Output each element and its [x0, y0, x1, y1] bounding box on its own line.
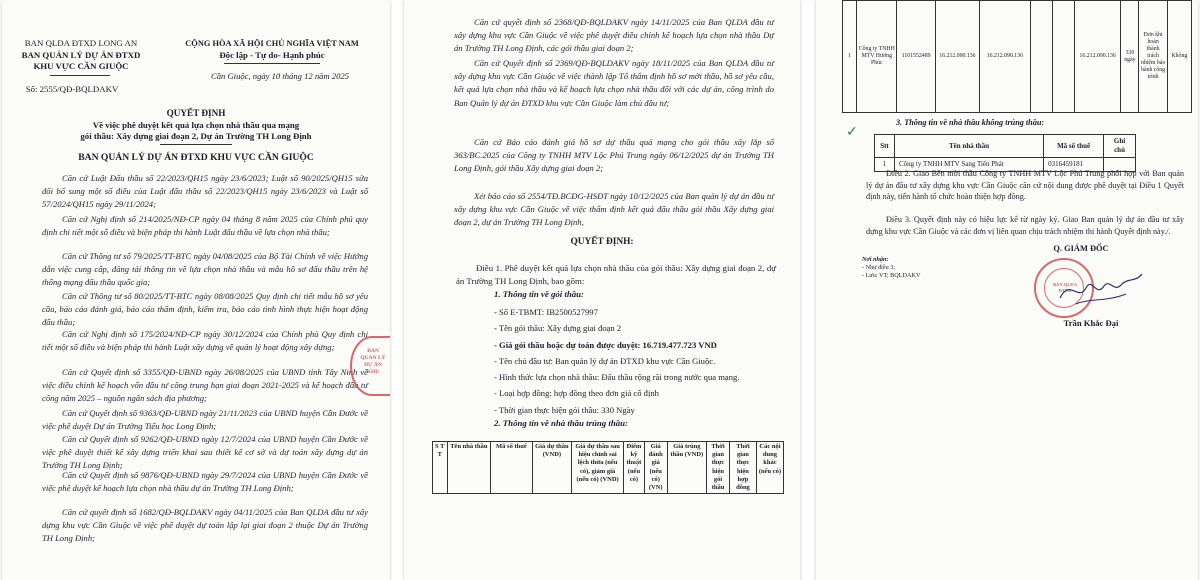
package-info-list: [494, 304, 794, 418]
info-selection-method: - Hình thức lựa chọn nhà thầu: Đấu thầu rộng rãi trong nước qua mạng.: [494, 372, 740, 383]
org-line-1: BAN QLDA ĐTXD LONG AN: [24, 38, 138, 48]
org-line-2: BAN QUẢN LÝ DỰ ÁN ĐTXD: [21, 49, 141, 60]
col-other: Các nội dung khác (nếu có): [756, 442, 783, 494]
signer-name: Trần Khắc Đại: [1063, 318, 1119, 328]
article-2: Điều 2. Giao Bên mời thầu Công ty TNHH MTV Lộc Phú Trung phối hợp với Ban quản lý dự án đầu tư xây dựng khu vực Cần Giuộc căn cứ nội dung được phê duyệt tại Điều 1 Quyết định này, tiến hành tổ chức hoàn thiện hợp đồng.: [866, 169, 1184, 201]
legal-basis-11: Căn cứ quyết định số 2368/QĐ-BQLDAKV ngày 14/11/2025 của Ban QLDA đầu tư xây dựng khu vực Cần Giuộc về việc phê duyệt điều chỉnh kế hoạch lựa chọn nhà thầu Dự án Trường TH Long Định, các gói thầu giai đoạn 2;: [454, 17, 774, 54]
legal-basis-5: Căn cứ Nghị định số 175/2024/NĐ-CP ngày 30/12/2024 của Chính phủ Quy định chi tiết một số điều và biện pháp thi hành Luật xây dựng về quản lý hoạt động xây dựng;: [42, 329, 368, 353]
legal-basis-12: Căn cứ Quyết định số 2369/QĐ-BQLDAKV ngày 18/11/2025 của Ban QLDA đầu tư xây dựng khu vực Cần Giuộc về việc thành lập Tổ thẩm định hồ sơ mời thầu, hồ sơ yêu cầu, kết quả lựa chọn nhà thầu và kế hoạch lựa chọn nhà thầu đối với các dự án, công trình do Ban Quản lý dự án ĐTXD khu vực Cần Giuộc làm chủ đầu tư;: [454, 58, 774, 108]
t3-cell-tax: 0316459181: [1044, 158, 1104, 172]
edge-seal-stamp: BAN QUẢN LÝ DỰ ÁN KHU: [350, 336, 390, 396]
info-duration: - Thời gian thực hiện gói thầu: 330 Ngày: [494, 404, 635, 415]
decision-heading: QUYẾT ĐỊNH:: [570, 237, 634, 247]
winning-bidder-table-row: [842, 0, 1192, 113]
legal-basis-7: Căn cứ Quyết định số 9363/QĐ-UBND ngày 21/11/2023 của UBND huyện Cần Đước về việc phê duyệt Dự án Trường Tiểu học Long Định;: [42, 408, 368, 432]
info-etbmt: - Số E-TBMT: IB2500527997: [494, 307, 598, 317]
col-stt: S T T: [433, 442, 448, 494]
document-page-3: [816, 0, 1198, 580]
t3-cell-stt: 1: [875, 158, 895, 172]
info-contract-type: - Loại hợp đồng: hợp đồng theo đơn giá cố định: [494, 388, 659, 399]
winning-bidder-table-header: [432, 441, 784, 494]
cell-tax-code: 1101552489: [897, 1, 935, 113]
table-row: [843, 1, 1192, 113]
cell-bidder-name: Công ty TNHH MTV Hương Phúc: [857, 1, 897, 113]
national-header: [154, 38, 390, 61]
col-package-time: Thời gian thực hiện gói thầu: [707, 442, 730, 494]
org-line-3: KHU VỰC CẦN GIUỘC: [33, 61, 129, 71]
article-3: Điều 3. Quyết định này có hiệu lực kể từ ngày ký. Giao Ban quản lý dự án đầu tư xây dựng khu vực Cần Giuộc và các đơn vị liên quan chịu trách nhiệm thi hành Quyết định này./.: [866, 215, 1184, 236]
article-1: [456, 262, 776, 288]
cell-bid-price: 16.212.090.136: [935, 1, 979, 113]
col-eval-price: Giá đánh giá (nếu có) (VN): [644, 442, 667, 494]
legal-basis-9: Căn cứ Quyết định số 9876/QĐ-UBND ngày 29/7/2024 của UBND huyện Cần Đước về việc phê duyệt kế hoạch lựa chọn nhà thầu dự án Trường TH Long Định;: [42, 470, 368, 494]
subject-underline: [160, 144, 232, 145]
t3-col-note: Ghi chú: [1104, 135, 1136, 158]
info-package-price: - Giá gói thầu hoặc dự toán được duyệt: 16.719.477.723 VND: [494, 339, 717, 350]
cell-other: Không: [1167, 1, 1191, 113]
legal-basis-1: Căn cứ Luật Đấu thầu số 22/2023/QH15 ngày 23/6/2023; Luật số 90/2025/QH15 sửa đổi bổ sung một số điều của Luật đấu thầu số 22/2023/QH15 ngày 23/6/2023 và Luật số 57/2024/QH15 ngày 29/11/2024;: [42, 173, 368, 210]
cell-stt: 1: [843, 1, 857, 113]
t3-col-tax: Mã số thuế: [1044, 135, 1104, 158]
checkmark-icon: ✓: [846, 125, 858, 140]
issuing-authority: BAN QUẢN LÝ DỰ ÁN ĐTXD KHU VỰC CẦN GIUỘC: [78, 152, 314, 163]
recipient-1: - Như điều 3;: [862, 264, 896, 271]
t3-cell-name: Công ty TNHH MTV Sang Tiến Phát: [894, 158, 1043, 172]
subject-line-1: Về việc phê duyệt kết quả lựa chọn nhà thầu qua mạng: [92, 120, 300, 130]
cell-adjusted-price: 16.212.090.136: [980, 1, 1030, 113]
document-page-2: [404, 0, 800, 580]
article-1-text: Điều 1. Phê duyệt kết quả lựa chọn nhà thầu của gói thầu: Xây dựng giai đoạn 2, dự án Trường TH Long Định, bao gồm:: [456, 263, 776, 287]
info-investor: - Tên chủ đầu tư: Ban quản lý dự án ĐTXD khu vực Cần Giuộc.: [494, 355, 716, 366]
losing-bidder-table: [874, 134, 1136, 172]
section-1-title: 1. Thông tin về gói thầu:: [494, 289, 584, 299]
col-bidder-name: Tên nhà thầu: [447, 442, 491, 494]
cell-tech-score: [1030, 1, 1052, 113]
legal-basis-8: Căn cứ Quyết định số 9262/QĐ-UBND ngày 12/7/2024 của UBND huyện Cần Đước về việc phê duyệt thiết kế xây dựng triển khai sau thiết kế cơ sở và dự toán xây dựng dự án Trường TH Long Định;: [42, 434, 368, 471]
col-winning-price: Giá trúng thầu (VND): [667, 442, 706, 494]
section-2-title: 2. Thông tin về nhà thầu trúng thầu:: [494, 418, 628, 428]
t3-col-name: Tên nhà thầu: [894, 135, 1043, 158]
legal-basis-6: Căn cứ Quyết định số 3355/QĐ-UBND ngày 26/08/2025 của UBND tỉnh Tây Ninh về việc điều chỉnh kế hoạch vốn đầu tư công trung hạn giai đoạn 2021-2025 và kế hoạch đầu tư công năm 2025 – nguồn ngân sách địa phương;: [42, 367, 368, 404]
nation-underline: [224, 63, 320, 64]
recipients-label: Nơi nhận:: [862, 256, 889, 263]
legal-basis-4: Căn cứ Thông tư số 80/2025/TT-BTC ngày 08/08/2025 Quy định chi tiết mẫu hồ sơ yêu cầu, báo cáo đánh giá, báo cáo thẩm định, kiểm tra, báo cáo tình hình thực hiện hoạt động đấu thầu;: [42, 291, 368, 328]
nation-line-2: Độc lập - Tự do- Hạnh phúc: [219, 49, 325, 60]
document-page-1: [2, 0, 390, 580]
cell-winning-price: 16.212.090.136: [1074, 1, 1120, 113]
issuing-organization: [6, 38, 156, 73]
table-header-row: [875, 135, 1136, 158]
col-tech-score: Điểm kỹ thuật (nếu có): [624, 442, 645, 494]
subject-line-2: gói thầu: Xây dựng giai đoạn 2, Dự án Trường TH Long Định: [80, 131, 312, 141]
place-date: Cần Giuộc, ngày 10 tháng 12 năm 2025: [211, 71, 349, 81]
legal-basis-13: Căn cứ Báo cáo đánh giá hồ sơ dự thầu quả mạng cho gói thầu xây lắp số 363/BC.2025 của Công ty TNHH MTV Lộc Phú Trung ngày 06/12/2025 dự án Trường TH Long Định, gói thầu Xây dựng giai đoạn 2;: [454, 137, 774, 174]
org-underline: [50, 75, 110, 76]
legal-basis-10: Căn cứ quyết định số 1682/QĐ-BQLDAKV ngày 04/11/2025 của Ban QLDA đầu tư xây dựng khu vực Cần Giuộc về việc phê duyệt dự toán lập lại giai đoạn 2 thuộc Dự án Trường TH Long Định;: [42, 507, 368, 544]
t3-col-stt: Stt: [875, 135, 895, 158]
cell-eval-price: [1052, 1, 1074, 113]
document-title: QUYẾT ĐỊNH: [166, 108, 226, 118]
col-contract-time: Thời gian thực hiện hợp đồng: [729, 442, 756, 494]
official-seal-stamp: BAN QLDA ĐTXD: [1034, 258, 1094, 318]
recipients: [862, 256, 982, 280]
nation-line-1: CỘNG HÒA XÃ HỘI CHỦ NGHĨA VIỆT NAM: [185, 39, 359, 48]
cell-contract-time: Đơn khi hoàn thành trách nhiệm bảo hành công trình: [1139, 1, 1167, 113]
document-subject: [2, 120, 390, 142]
info-package-name: - Tên gói thầu: Xây dựng giai đoạn 2: [494, 323, 622, 334]
legal-basis-2: Căn cứ Nghị định số 214/2025/NĐ-CP ngày 04 tháng 8 năm 2025 của Chính phủ quy định chi tiết một số điều và biện pháp thi hành Luật đấu thầu về lựa chọn nhà thầu;: [42, 214, 368, 238]
cell-package-time: 330 ngày: [1121, 1, 1139, 113]
col-bid-price: Giá dự thầu (VND): [532, 442, 571, 494]
recipient-2: - Lưu: VT; BQLDAKV: [862, 272, 921, 279]
col-adjusted-price: Giá dự thầu sau hiệu chỉnh sai lệch thừa (nếu có), giảm giá (nếu có) (VND): [572, 442, 624, 494]
document-number: Số: 2555/QĐ-BQLDAKV: [25, 84, 119, 94]
legal-basis-14: Xét báo cáo số 2554/TĐ.BCĐG-HSĐT ngày 10/12/2025 của Ban quản lý dự án đầu tư xây dựng khu vực Cần Giuộc về việc thẩm định kết quả đấu thầu gói thầu Xây dựng giai đoạn 2, dự án Trường TH Long Định,: [454, 191, 774, 228]
col-tax-code: Mã số thuế: [491, 442, 533, 494]
legal-basis-3: Căn cứ Thông tư số 79/2025/TT-BTC ngày 04/08/2025 của Bộ Tài Chính về việc Hướng dẫn việc cung cấp, đăng tải thông tin về lựa chọn nhà thầu và mẫu hồ sơ đấu thầu trên hệ thống mạng đấu thầu quốc gia;: [42, 251, 368, 288]
table-header-row: [433, 442, 784, 494]
signer-title: Q. GIÁM ĐỐC: [1053, 244, 1109, 253]
section-3-title: 3. Thông tin về nhà thầu không trúng thầu:: [896, 118, 1045, 127]
signature-mark: [1056, 268, 1146, 312]
